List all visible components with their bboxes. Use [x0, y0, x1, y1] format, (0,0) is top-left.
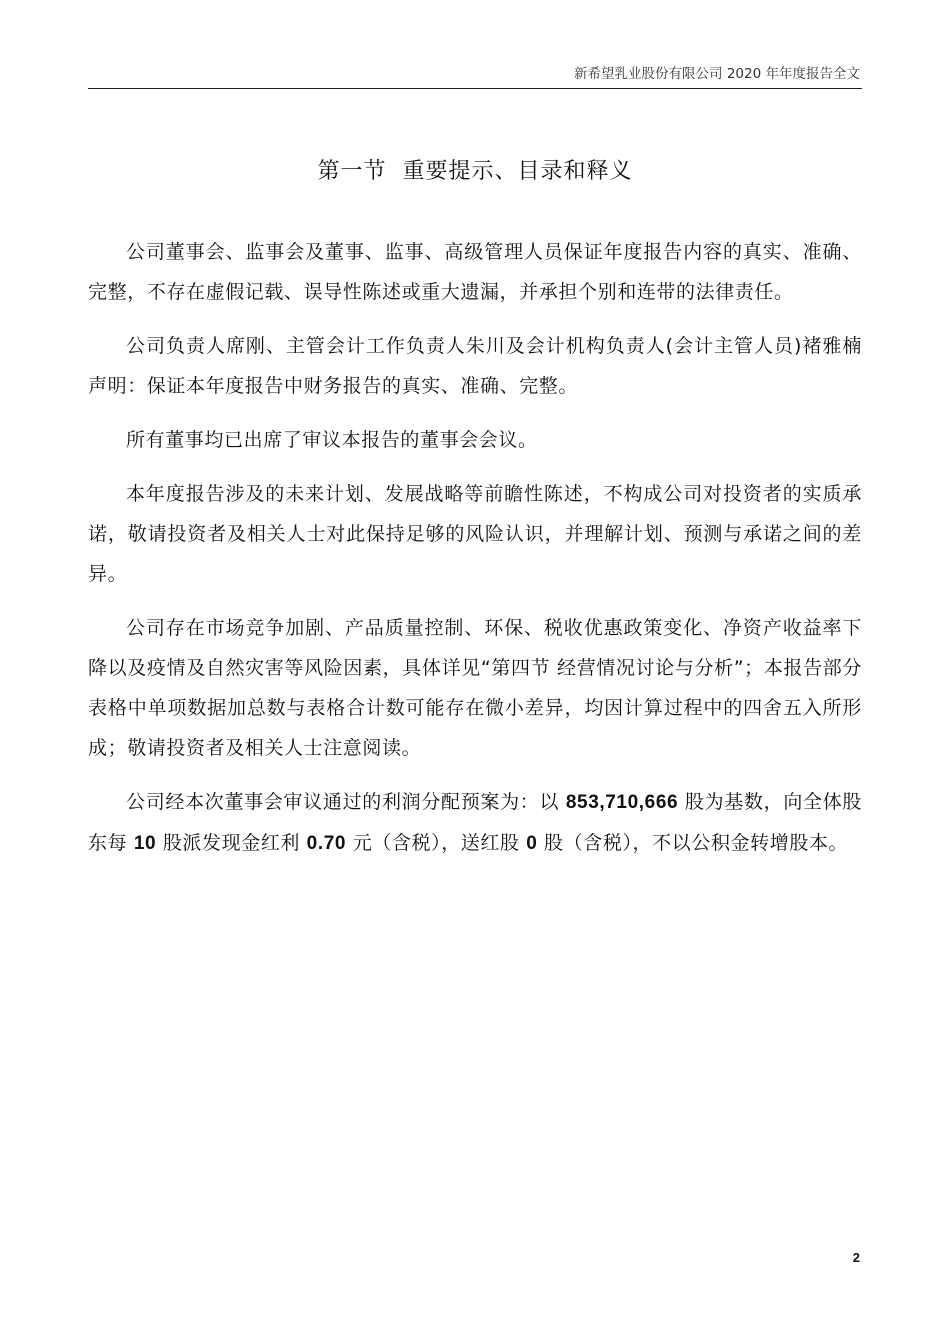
dividend-text-3: 股派发现金红利 [156, 832, 307, 854]
page-header [88, 66, 862, 89]
dividend-bonus-shares: 0 [526, 833, 538, 854]
dividend-text-1: 公司经本次董事会审议通过的利润分配预案为：以 [126, 791, 566, 813]
paragraph-board-guarantee: 公司董事会、监事会及董事、监事、高级管理人员保证年度报告内容的真实、准确、完整，不存在虚假记载、误导性陈述或重大遗漏，并承担个别和连带的法律责任。 [88, 241, 862, 303]
body-text [88, 232, 862, 878]
paragraph-directors-attendance: 所有董事均已出席了审议本报告的董事会会议。 [126, 429, 538, 451]
dividend-share-base: 853,710,666 [565, 792, 679, 813]
header-title: 新希望乳业股份有限公司 2020 年年度报告全文 [574, 66, 860, 82]
dividend-per-shares: 10 [133, 833, 157, 854]
page-number: 2 [852, 1250, 860, 1265]
dividend-text-4: 元（含税），送红股 [346, 832, 527, 854]
paragraph-responsible-persons: 公司负责人席刚、主管会计工作负责人朱川及会计机构负责人(会计主管人员)褚雅楠声明：保证本年度报告中财务报告的真实、准确、完整。 [88, 335, 862, 397]
dividend-text-2: 股为基数，向全体股东每 [88, 791, 862, 854]
paragraph-forward-looking: 本年度报告涉及的未来计划、发展战略等前瞻性陈述，不构成公司对投资者的实质承诺，敬请投资者及相关人士对此保持足够的风险认识，并理解计划、预测与承诺之间的差异。 [88, 483, 862, 585]
paragraph-dividend-plan [88, 782, 862, 864]
paragraph-risk-factors: 公司存在市场竞争加剧、产品质量控制、环保、税收优惠政策变化、净资产收益率下降以及疫情及自然灾害等风险因素，具体详见“第四节 经营情况讨论与分析”；本报告部分表格中单项数据加总数与表格合计数可能存在微小差异，均因计算过程中的四舍五入所形成；敬请投资者及相关人士注意阅读。 [88, 617, 862, 759]
dividend-cash-amount: 0.70 [306, 833, 347, 854]
dividend-text-5: 股（含税），不以公积金转增股本。 [537, 832, 849, 854]
section-title: 第一节 重要提示、目录和释义 [317, 159, 633, 184]
